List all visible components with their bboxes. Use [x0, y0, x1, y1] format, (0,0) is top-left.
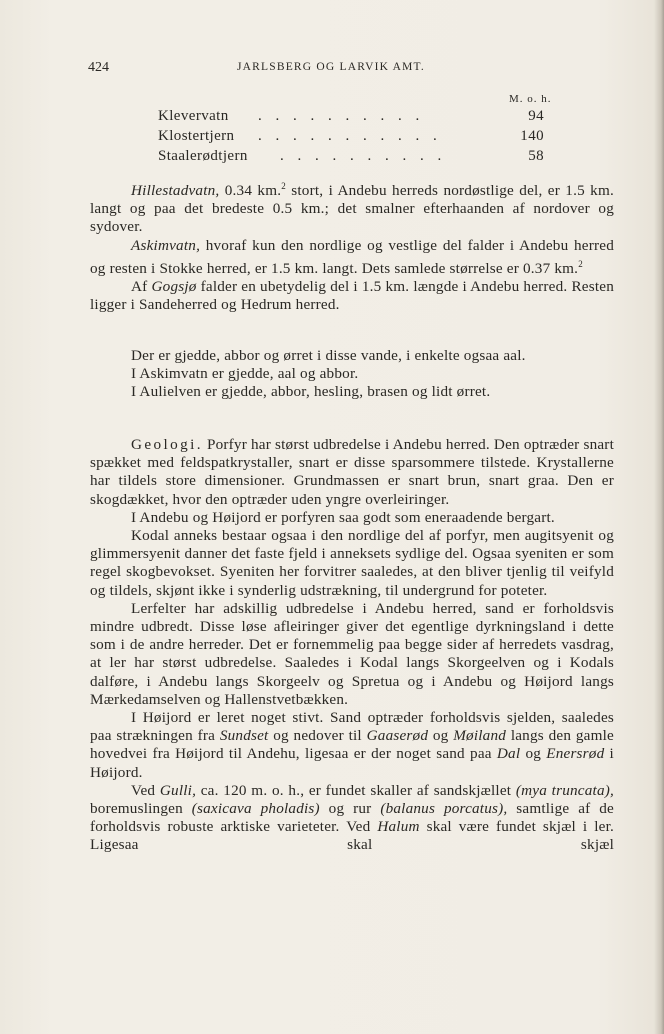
- paragraph-askimvatn-fish: I Askimvatn er gjedde, aal og abbor.: [131, 365, 359, 383]
- running-title: JARLSBERG OG LARVIK AMT.: [236, 61, 426, 73]
- leader-dots: . . . . . . . . . . .: [258, 128, 442, 144]
- page-header: [88, 60, 614, 80]
- table-row: [158, 106, 558, 126]
- paragraph-gulli: Ved Gulli, ca. 120 m. o. h., er fundet skaller af sandskjællet (mya truncata), boremuslingen (saxicava pholadis) og rur (balanus porcatus), samtlige af de forholdsvis robuste arktiske varieteter. Ved Halum skal være fundet skjæl i ler. Ligesaa skal skjæl: [90, 781, 614, 854]
- paragraph-hoijord: I Høijord er leret noget stivt. Sand optræder forholdsvis sjelden, saaledes paa strækningen fra Sundset og nedover til Gaaserød og Møiland langs den gamle hovedvei fra Høijord til Andehu, ligesaa er der noget sand paa Dal og Enersrød i Høijord.: [90, 709, 614, 781]
- paragraph-askimvatn: Askimvatn, hvoraf kun den nordlige og vestlige del falder i Andebu herred og resten i Stokke herred, er 1.5 km. langt. Dets samlede størrelse er 0.37 km.$^2$: [90, 236, 614, 277]
- paragraph-lerfelter: Lerfelter har adskillig udbredelse i Andebu herred, sand er forholdsvis mindre udbredt. Disse løse afleiringer giver det egentlige dyrkningsland i dette som i de andre herreder. Det er fornemmelig paa begge sider af herredets vasdrag, at ler har størst udbredelse. Saaledes i Kodal langs Skorgeelven og i Kodals dalføre, i Andebu langs Skorgeelv og Spretua og i Andebu og Høijord langs Mærkedamselven og Hallenstvetbækken.: [90, 599, 614, 708]
- elevation-value: 94: [528, 108, 544, 124]
- leader-dots: . . . . . . . . . .: [280, 148, 447, 164]
- lake-name: Staalerødtjern: [158, 148, 248, 164]
- table-row: [158, 146, 558, 166]
- paragraph-gogsjo: Af Gogsjø falder en ubetydelig del i 1.5 km. længde i Andebu herred. Resten ligger i Sandeherred og Hedrum herred.: [90, 278, 614, 314]
- paragraph-kodal: Kodal anneks bestaar ogsaa i den nordlige del af porfyr, men augitsyenit og glimmersyenit danner det faste fjeld i anneksets sydlige del. Ogsaa syeniten er som regel skogbevokset. Syeniten her forvitrer saaledes, at den bliver tjenlig til veifyld og tildels, skjønt ikke i synderlig udstrækning, til undergrund for poteter.: [90, 527, 614, 599]
- geology-section: [90, 436, 614, 855]
- lakes-section: [90, 177, 614, 315]
- section-heading: Geologi.: [131, 436, 203, 453]
- page-edge-shadow: [654, 0, 664, 1034]
- fish-section: [90, 347, 614, 402]
- leader-dots: . . . . . . . . . .: [258, 108, 425, 124]
- elevation-value: 58: [528, 148, 544, 164]
- paragraph-fish: Der er gjedde, abbor og ørret i disse vande, i enkelte ogsaa aal.: [131, 347, 526, 364]
- lake-name: Klevervatn: [158, 108, 229, 124]
- paragraph-hillestadvatn: Hillestadvatn, 0.34 km.$^2$ stort, i Andebu herreds nordøstlige del, er 1.5 km. langt og paa det bredeste 0.5 km.; det smalner efterhaanden af nordover og sydover.: [90, 181, 614, 236]
- lake-elevation-table: [158, 106, 558, 166]
- paragraph-porfyr: I Andebu og Høijord er porfyren saa godt som eneraadende bergart.: [131, 508, 555, 526]
- table-column-header: M. o. h.: [509, 93, 552, 105]
- page-number: 424: [88, 60, 109, 75]
- paragraph-aulielven-fish: I Aulielven er gjedde, abbor, hesling, brasen og lidt ørret.: [131, 383, 491, 401]
- elevation-value: 140: [520, 128, 544, 144]
- table-row: [158, 126, 558, 146]
- paragraph-geology: Geologi. Porfyr har størst udbredelse i Andebu herred. Den optræder snart spækket med feldspatkrystaller, snart er disse sparsommere tilstede. Krystallerne har tildels store dimensioner. Grundmassen er snart brun, snart graa. Den er skogdækket, hvor den optræder uden yngre overleiringer.: [90, 436, 614, 508]
- lake-name: Klostertjern: [158, 128, 235, 144]
